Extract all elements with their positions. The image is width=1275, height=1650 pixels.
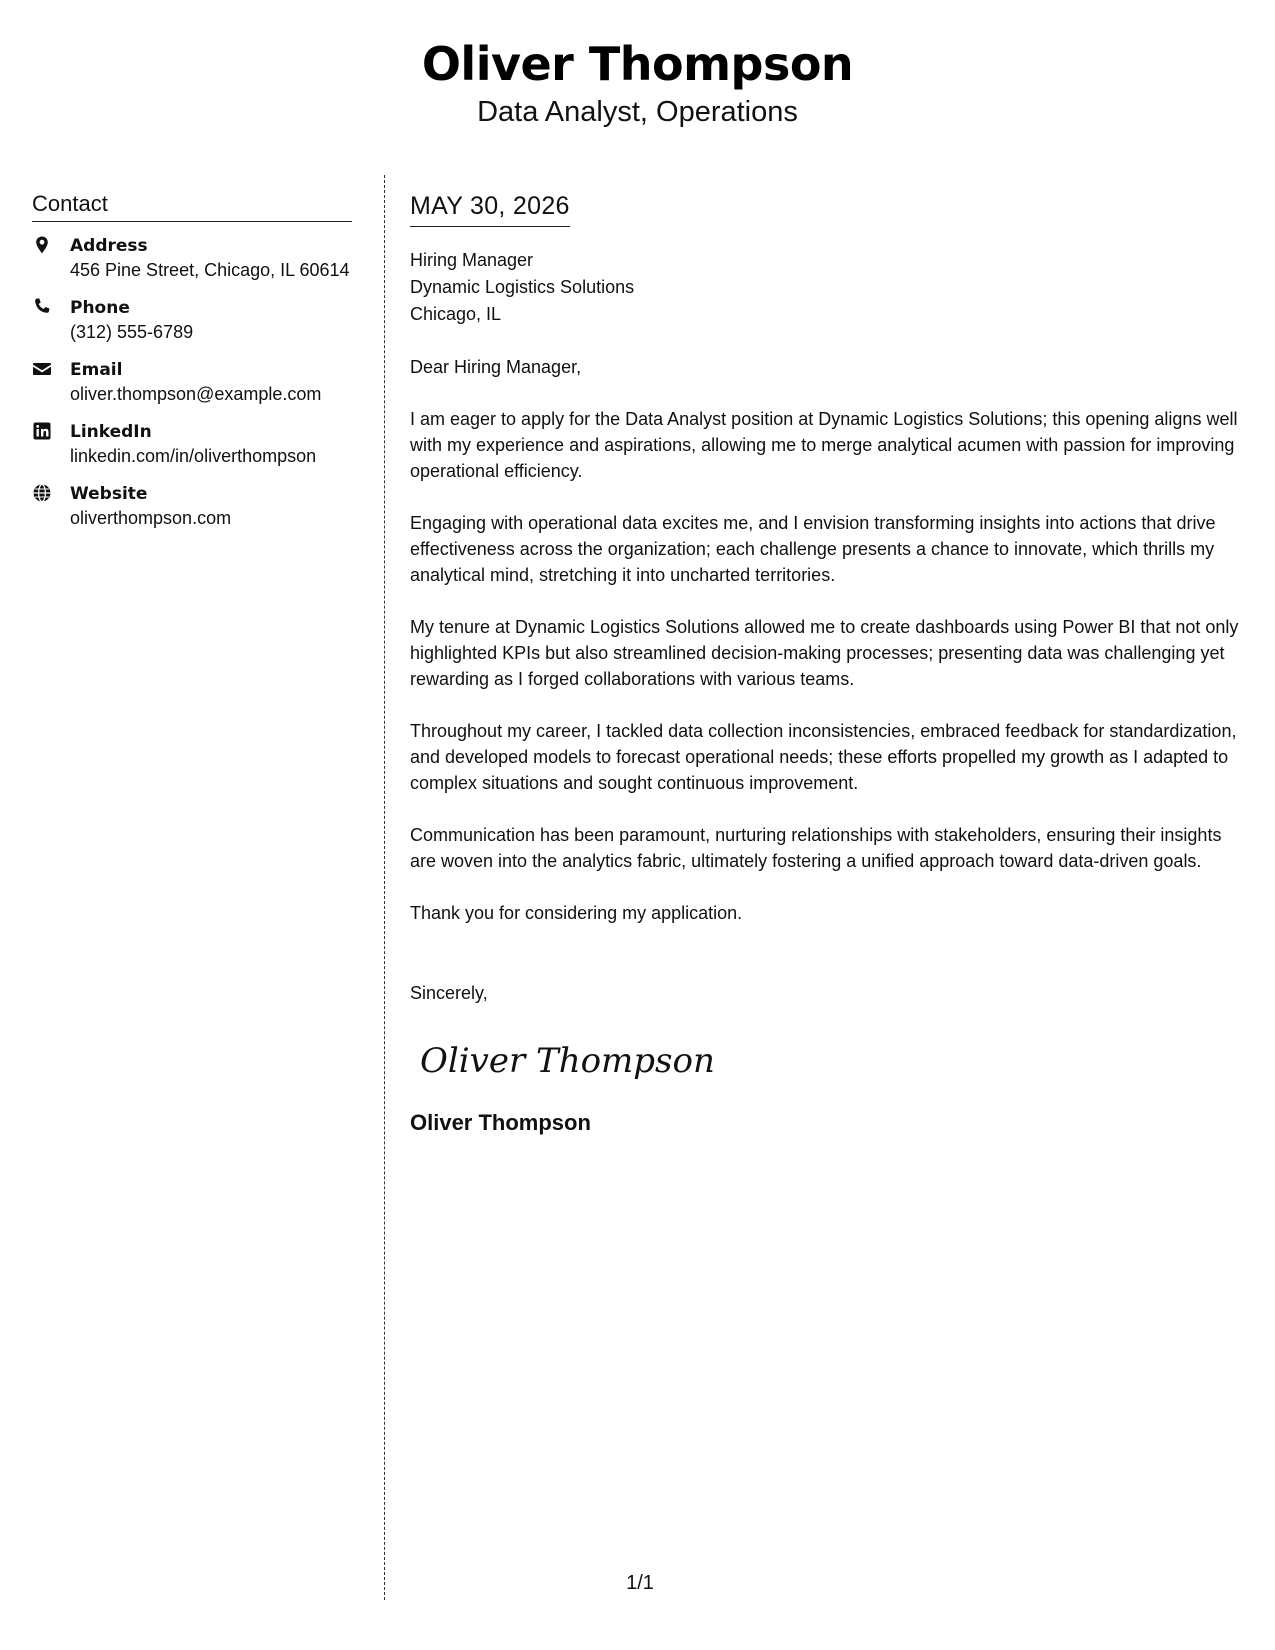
page-number: 1/1 <box>626 1572 654 1594</box>
letter-body <box>410 190 1245 1138</box>
closing: Sincerely, <box>410 983 488 1003</box>
contact-item-address <box>32 234 352 282</box>
contact-label-website: Website <box>70 484 148 504</box>
contact-heading: Contact <box>32 190 352 222</box>
applicant-title: Data Analyst, Operations <box>477 96 798 128</box>
phone-icon <box>32 297 54 319</box>
letter-date: MAY 30, 2026 <box>410 190 570 227</box>
salutation: Dear Hiring Manager, <box>410 357 582 377</box>
recipient-line: Chicago, IL <box>410 304 502 324</box>
contact-value-email: oliver.thompson@example.com <box>70 384 322 404</box>
contact-label-email: Email <box>70 360 123 380</box>
contact-value-address: 456 Pine Street, Chicago, IL 60614 <box>70 260 350 280</box>
handwritten-signature <box>418 1030 715 1090</box>
recipient-line: Hiring Manager <box>410 250 534 270</box>
recipient-block <box>410 247 1245 328</box>
body-paragraph: My tenure at Dynamic Logistics Solutions allowed me to create dashboards using Power BI that not only highlighted KPIs but also streamlined decision-making processes; presenting data was challenging yet rewarding as I forged collaborations with various teams. <box>410 617 1239 689</box>
contact-item-phone <box>32 296 352 344</box>
body-paragraph: Throughout my career, I tackled data collection inconsistencies, embraced feedback for standardization, and developed models to forecast operational needs; these efforts propelled my growth as I adapted to complex situations and sought continuous improvement. <box>410 721 1237 793</box>
linkedin-icon <box>32 421 54 443</box>
letter-header <box>0 34 1275 130</box>
body-paragraph: Thank you for considering my application. <box>410 903 743 923</box>
globe-icon <box>32 483 54 505</box>
contact-value-phone: (312) 555-6789 <box>70 322 194 342</box>
envelope-icon <box>32 359 54 381</box>
signer-name: Oliver Thompson <box>410 1110 591 1135</box>
contact-label-linkedin: LinkedIn <box>70 422 152 442</box>
recipient-line: Dynamic Logistics Solutions <box>410 277 635 297</box>
contact-value-website: oliverthompson.com <box>70 508 232 528</box>
contact-value-linkedin: linkedin.com/in/oliverthompson <box>70 446 317 466</box>
map-pin-icon <box>32 235 54 257</box>
contact-label-phone: Phone <box>70 298 130 318</box>
applicant-name: Oliver Thompson <box>421 37 854 91</box>
contact-sidebar <box>32 190 352 544</box>
signature-text: Oliver Thompson <box>420 1041 715 1081</box>
contact-item-website <box>32 482 352 530</box>
contact-item-email <box>32 358 352 406</box>
contact-item-linkedin <box>32 420 352 468</box>
column-divider <box>384 175 385 1600</box>
contact-label-address: Address <box>70 236 148 256</box>
body-paragraph: Communication has been paramount, nurturing relationships with stakeholders, ensuring their insights are woven into the analytics fabric, ultimately fostering a unified approach toward data-driven goals. <box>410 825 1222 871</box>
body-paragraph: I am eager to apply for the Data Analyst position at Dynamic Logistics Solutions; this opening aligns well with my experience and aspirations, allowing me to merge analytical acumen with passion for improving operational efficiency. <box>410 409 1238 481</box>
body-paragraph: Engaging with operational data excites me, and I envision transforming insights into actions that drive effectiveness across the organization; each challenge presents a chance to innovate, which thrills my analytical mind, stretching it into uncharted territories. <box>410 513 1216 585</box>
